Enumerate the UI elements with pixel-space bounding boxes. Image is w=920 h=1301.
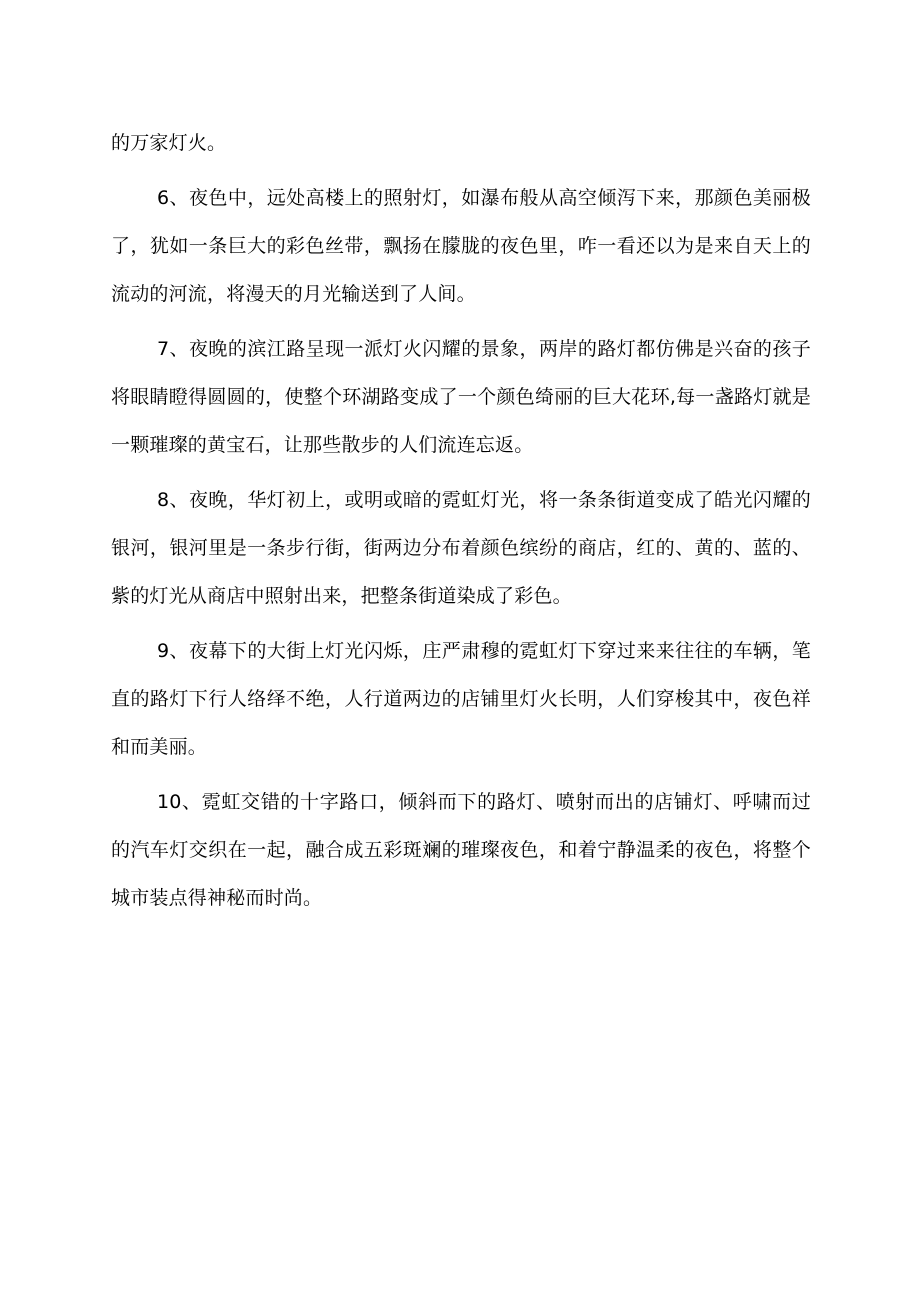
paragraph-continuation: 的万家灯火。 — [111, 132, 227, 154]
paragraph-item-6: 6、夜色中，远处高楼上的照射灯，如瀑布般从高空倾泻下来，那颜色美丽极了，犹如一条巨大的彩色丝带，飘扬在朦胧的夜色里，咋一看还以为是来自天上的流动的河流，将漫天的月光输送到了人间。 — [111, 187, 811, 305]
paragraph-item-9: 9、夜幕下的大街上灯光闪烁，庄严肃穆的霓虹灯下穿过来来往往的车辆，笔直的路灯下行人络绎不绝，人行道两边的店铺里灯火长明，人们穿梭其中，夜色祥和而美丽。 — [111, 640, 811, 758]
paragraph-item-8: 8、夜晚，华灯初上，或明或暗的霓虹灯光，将一条条街道变成了皓光闪耀的银河，银河里是一条步行街，街两边分布着颜色缤纷的商店，红的、黄的、蓝的、紫的灯光从商店中照射出来，把整条街道染成了彩色。 — [111, 489, 811, 607]
document-body — [111, 119, 811, 929]
paragraph-item-10: 10、霓虹交错的十字路口，倾斜而下的路灯、喷射而出的店铺灯、呼啸而过的汽车灯交织在一起，融合成五彩斑斓的璀璨夜色，和着宁静温柔的夜色，将整个城市装点得神秘而时尚。 — [111, 791, 811, 909]
paragraph-item-7: 7、夜晚的滨江路呈现一派灯火闪耀的景象，两岸的路灯都仿佛是兴奋的孩子将眼睛瞪得圆圆的，使整个环湖路变成了一个颜色绮丽的巨大花环,每一盏路灯就是一颗璀璨的黄宝石，让那些散步的人们流连忘返。 — [111, 338, 811, 456]
